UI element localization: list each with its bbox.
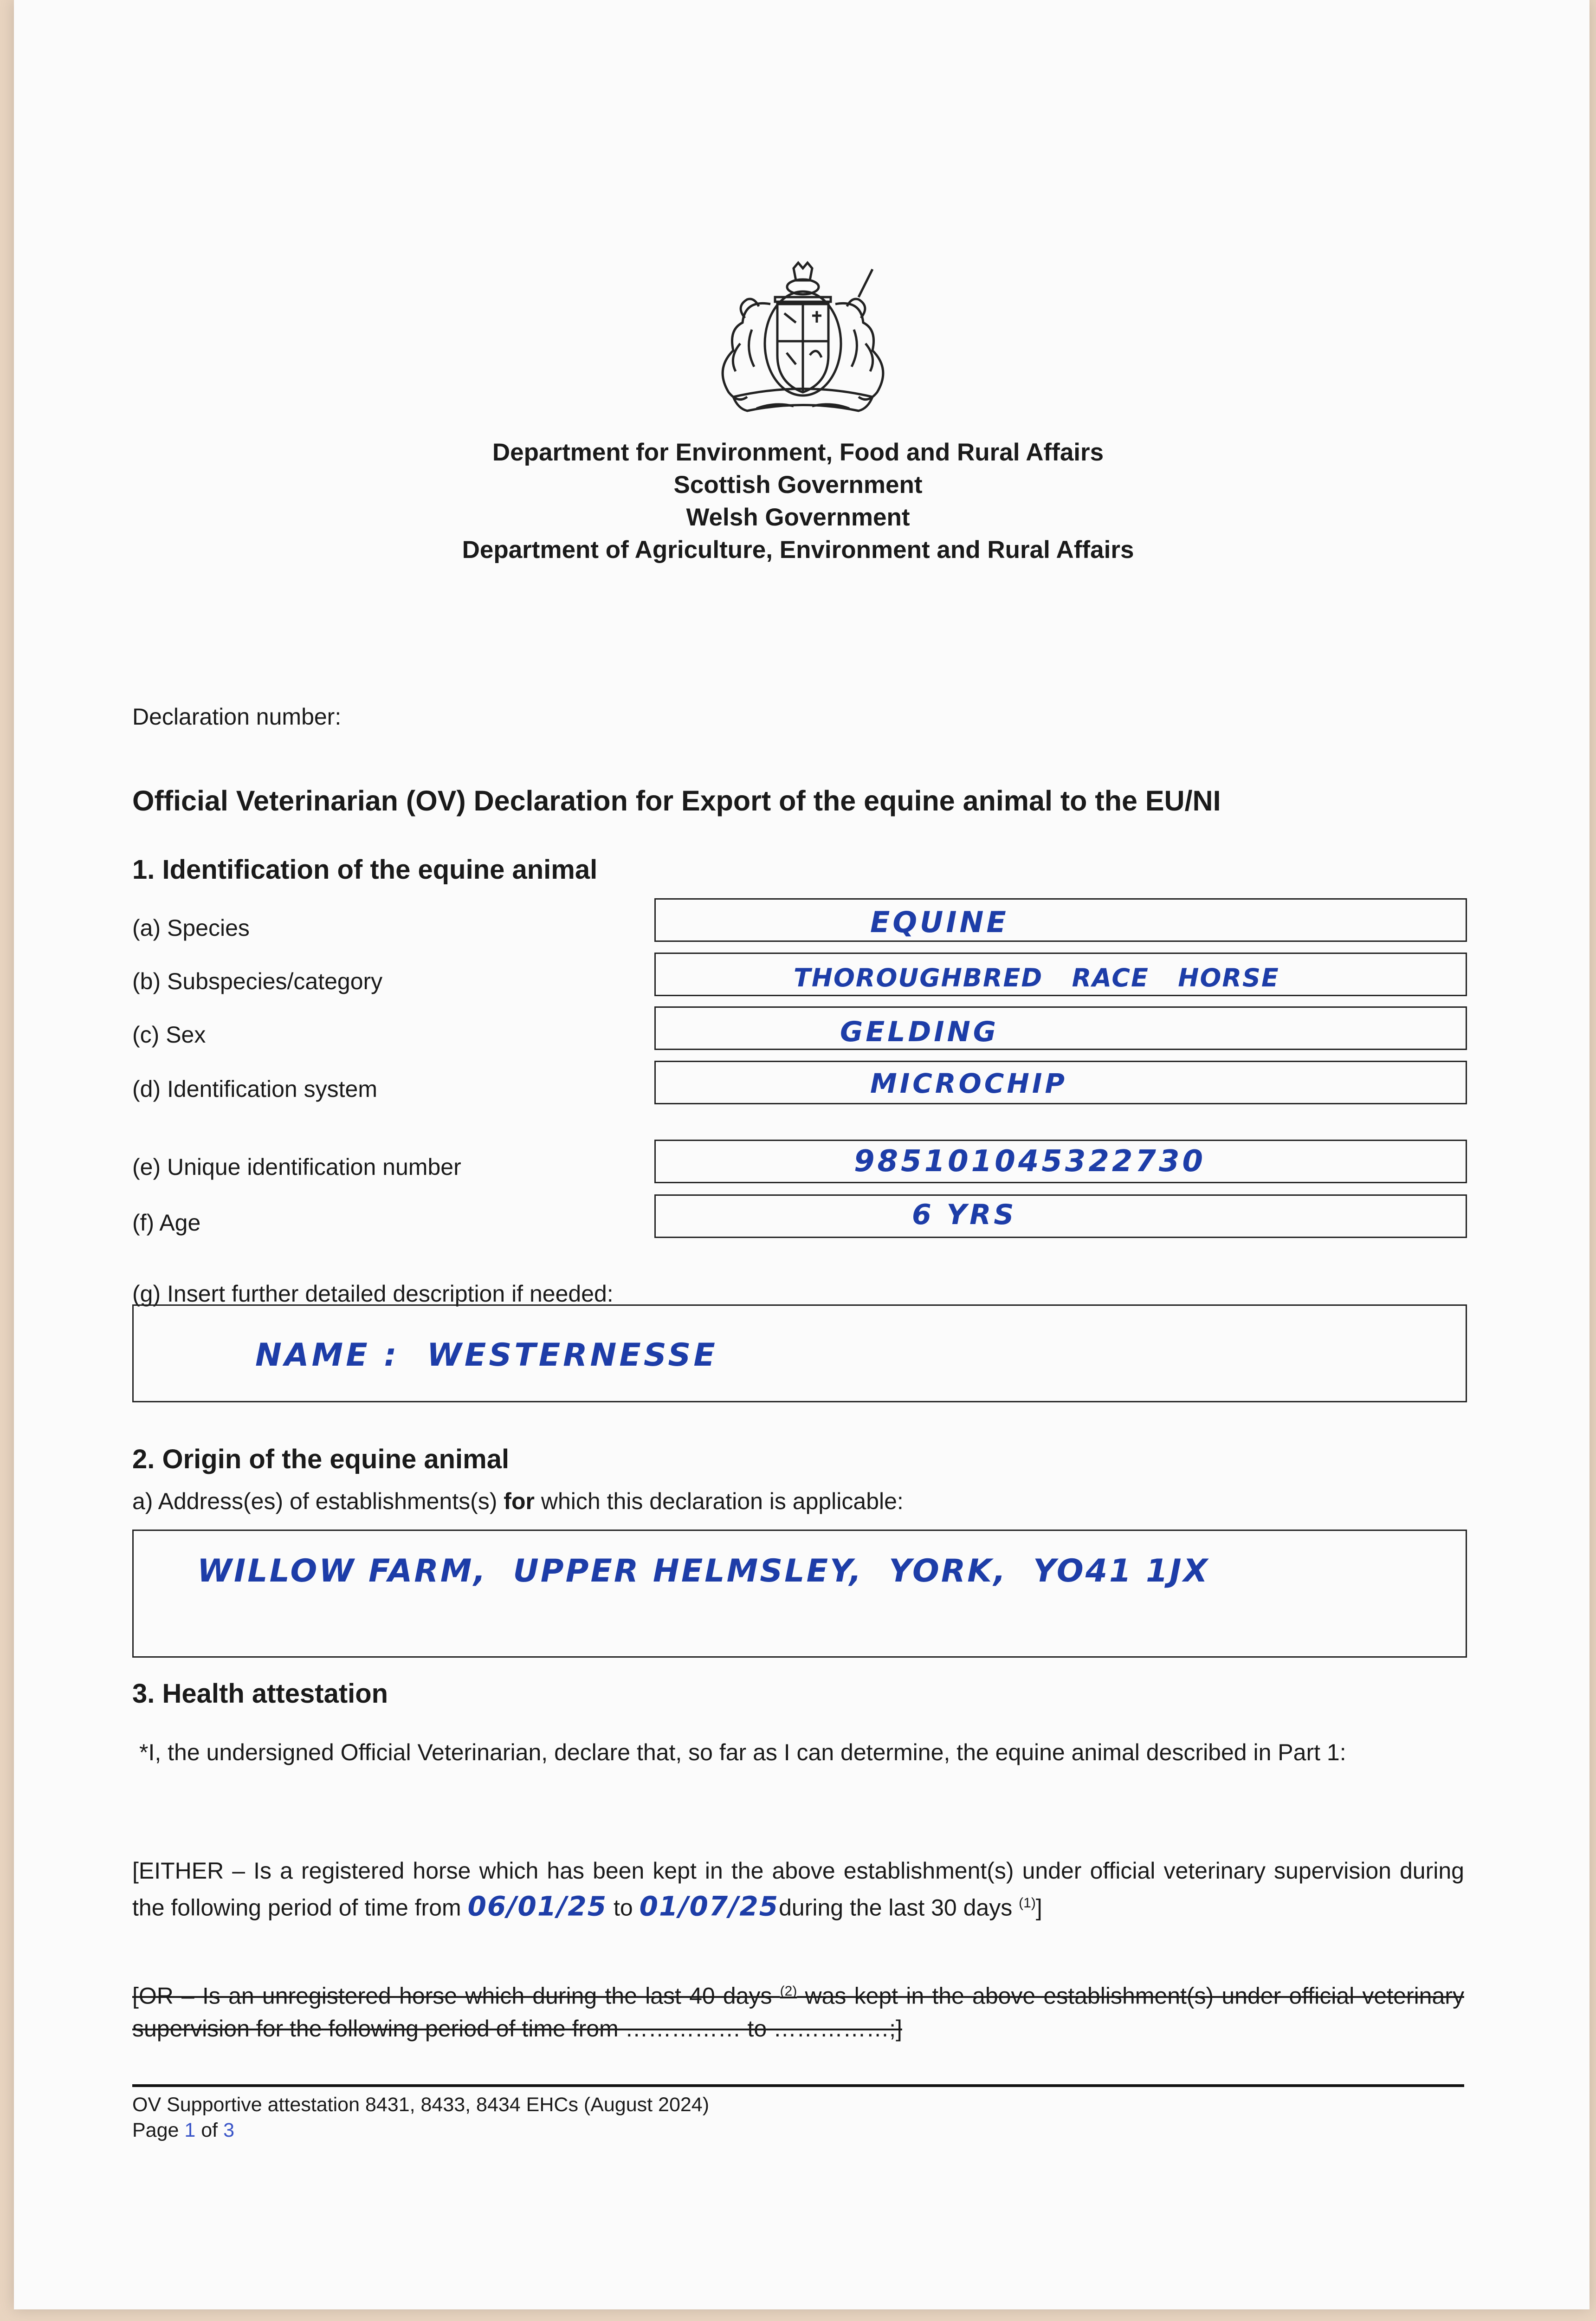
either-footnote: (1) [1019, 1895, 1036, 1911]
declaration-number-label: Declaration number: [132, 704, 342, 730]
page-total: 3 [223, 2119, 235, 2141]
from-date-value: 06/01/25 [467, 1890, 607, 1922]
section-2-heading: 2. Origin of the equine animal [132, 1444, 510, 1474]
address-field[interactable] [132, 1530, 1467, 1658]
document-page [14, 0, 1590, 2309]
section-3-heading: 3. Health attestation [132, 1679, 388, 1709]
unique-id-value: 985101045322730 [854, 1144, 1206, 1179]
address-label [132, 1488, 904, 1515]
document-title: Official Veterinarian (OV) Declaration for Export of the equine animal to the EU/NI [132, 785, 1221, 817]
department-line-2: Scottish Government [673, 471, 923, 499]
either-clause [132, 1854, 1464, 1924]
sex-value: GELDING [840, 1016, 999, 1048]
unique-id-label: (e) Unique identification number [132, 1154, 461, 1180]
page-indicator [132, 2119, 234, 2142]
or-footnote: (2) [780, 1984, 797, 1999]
department-line-1: Department for Environment, Food and Rural Affairs [492, 439, 1104, 466]
to-word: to [614, 1894, 633, 1921]
during-text: during the last 30 days [779, 1894, 1013, 1921]
department-line-4: Department of Agriculture, Environment and Rural Affairs [462, 536, 1134, 564]
identification-system-value: MICROCHIP [870, 1068, 1068, 1099]
either-close: ] [1035, 1894, 1042, 1921]
further-description-value: NAME : WESTERNESSE [255, 1337, 718, 1374]
address-label-bold: for [504, 1488, 535, 1514]
or-text-1: [OR – Is an unregistered horse which during the last 40 days [132, 1983, 772, 2009]
either-text: [EITHER – Is a registered horse which has been kept in the above establishment(s) under official veterinary supervision during the following period of time from [132, 1858, 1464, 1921]
to-date-value: 01/07/25 [639, 1890, 779, 1922]
department-line-3: Welsh Government [686, 504, 910, 531]
royal-coat-of-arms-icon [701, 260, 905, 422]
footer-attestation-ref: OV Supportive attestation 8431, 8433, 8434 EHCs (August 2024) [132, 2094, 710, 2116]
subspecies-label: (b) Subspecies/category [132, 968, 383, 994]
age-label: (f) Age [132, 1210, 201, 1236]
age-field[interactable] [654, 1194, 1467, 1238]
address-value: WILLOW FARM, UPPER HELMSLEY, YORK, YO41 1JX [197, 1553, 1210, 1589]
age-value: 6 YRS [912, 1199, 1017, 1231]
further-description-label: (g) Insert further detailed description if needed: [132, 1281, 614, 1307]
or-clause [132, 1975, 1464, 2045]
species-label: (a) Species [132, 915, 250, 941]
of-word: of [201, 2119, 218, 2141]
address-label-post: which this declaration is applicable: [534, 1488, 904, 1514]
sex-label: (c) Sex [132, 1022, 206, 1048]
section-1-heading: 1. Identification of the equine animal [132, 855, 598, 885]
page-word: Page [132, 2119, 179, 2141]
or-text-2: was kept in the above establishment(s) under official veterinary supervision for the following period of time from …………… to ……………;] [132, 1983, 1464, 2042]
attestation-intro: *I, the undersigned Official Veterinarian, declare that, so far as I can determine, the equine animal described in Part 1: [139, 1739, 1346, 1765]
address-label-pre: a) Address(es) of establishments(s) [132, 1488, 504, 1514]
sex-field[interactable] [654, 1006, 1467, 1050]
footer-rule [132, 2084, 1464, 2087]
species-field[interactable] [654, 898, 1467, 942]
identification-system-label: (d) Identification system [132, 1076, 377, 1102]
page-current: 1 [184, 2119, 196, 2141]
subspecies-value: THOROUGHBRED RACE HORSE [794, 963, 1279, 992]
species-value: EQUINE [870, 905, 1009, 939]
